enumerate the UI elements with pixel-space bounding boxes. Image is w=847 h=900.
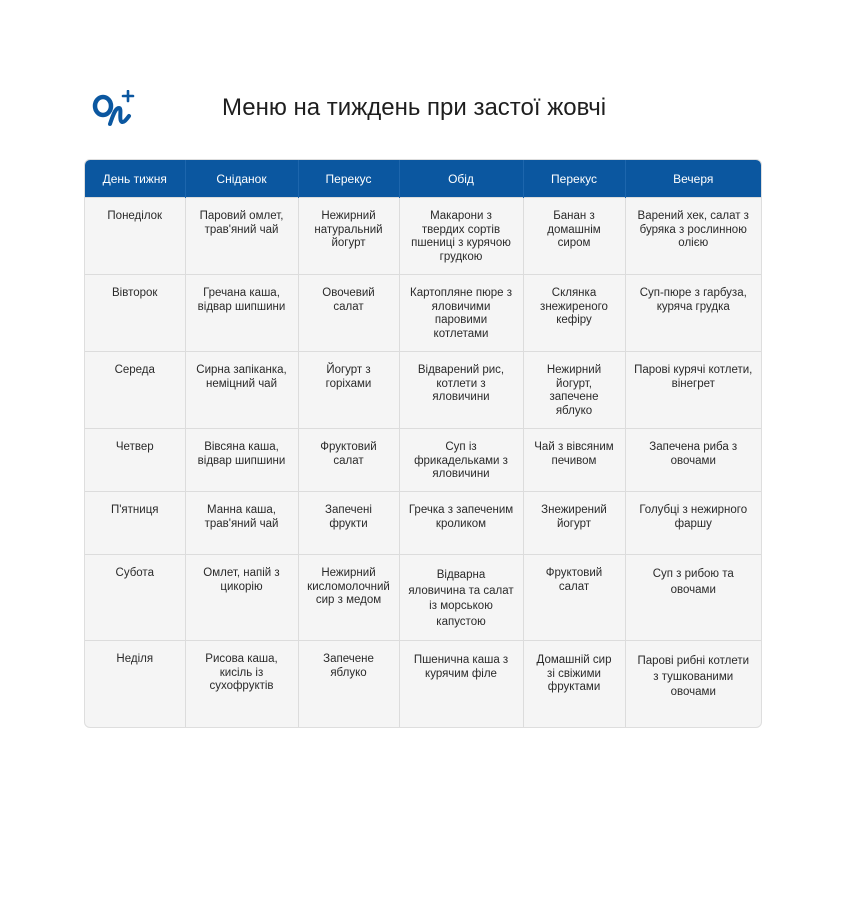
dinner-cell: Суп з рибою та овочами [625, 555, 761, 641]
breakfast-cell: Рисова каша, кисіль із сухофруктів [185, 641, 298, 727]
column-header-day: День тижня [85, 160, 185, 198]
dinner-cell: Парові курячі котлети, вінегрет [625, 352, 761, 429]
page-title: Меню на тиждень при застої жовчі [222, 94, 607, 121]
dinner-cell: Парові рибні котлети з тушкованими овочами [625, 641, 761, 727]
table-row [85, 275, 761, 352]
dinner-cell: Голубці з нежирного фаршу [625, 492, 761, 555]
table-header-row [85, 160, 761, 198]
breakfast-cell: Гречана каша, відвар шипшини [185, 275, 298, 352]
on-plus-logo-icon [92, 90, 136, 130]
breakfast-cell: Паровий омлет, трав'яний чай [185, 198, 298, 275]
column-header-dinner: Вечеря [625, 160, 761, 198]
column-header-lunch: Обід [399, 160, 523, 198]
table-row [85, 492, 761, 555]
day-cell: Понеділок [85, 198, 185, 275]
column-header-snack2: Перекус [523, 160, 625, 198]
snack2-cell: Фруктовий салат [523, 555, 625, 641]
table-row [85, 198, 761, 275]
lunch-cell: Гречка з запеченим кроликом [399, 492, 523, 555]
snack2-cell: Склянка знежиреного кефіру [523, 275, 625, 352]
dinner-cell: Запечена риба з овочами [625, 429, 761, 492]
snack1-cell: Запечене яблуко [298, 641, 399, 727]
snack1-cell: Овочевий салат [298, 275, 399, 352]
breakfast-cell: Вівсяна каша, відвар шипшини [185, 429, 298, 492]
day-cell: Четвер [85, 429, 185, 492]
snack1-cell: Нежирний кисломолочний сир з медом [298, 555, 399, 641]
snack1-cell: Запечені фрукти [298, 492, 399, 555]
day-cell: Вівторок [85, 275, 185, 352]
lunch-cell: Пшенична каша з курячим філе [399, 641, 523, 727]
snack2-cell: Знежирений йогурт [523, 492, 625, 555]
snack2-cell: Домашній сир зі свіжими фруктами [523, 641, 625, 727]
dinner-cell: Суп-пюре з гарбуза, куряча грудка [625, 275, 761, 352]
lunch-cell: Картопляне пюре з яловичими паровими котлетами [399, 275, 523, 352]
weekly-menu-table [84, 159, 762, 728]
breakfast-cell: Манна каша, трав'яний чай [185, 492, 298, 555]
lunch-cell: Відварений рис, котлети з яловичини [399, 352, 523, 429]
snack1-cell: Нежирний натуральний йогурт [298, 198, 399, 275]
lunch-cell: Суп із фрикадельками з яловичини [399, 429, 523, 492]
table-row [85, 641, 761, 727]
snack2-cell: Банан з домашнім сиром [523, 198, 625, 275]
column-header-breakfast: Сніданок [185, 160, 298, 198]
day-cell: Субота [85, 555, 185, 641]
snack1-cell: Йогурт з горіхами [298, 352, 399, 429]
table-row [85, 429, 761, 492]
breakfast-cell: Омлет, напій з цикорію [185, 555, 298, 641]
table-row [85, 555, 761, 641]
snack2-cell: Нежирний йогурт, запечене яблуко [523, 352, 625, 429]
snack2-cell: Чай з вівсяним печивом [523, 429, 625, 492]
day-cell: Середа [85, 352, 185, 429]
table-row [85, 352, 761, 429]
lunch-cell: Макарони з твердих сортів пшениці з курячою грудкою [399, 198, 523, 275]
snack1-cell: Фруктовий салат [298, 429, 399, 492]
column-header-snack1: Перекус [298, 160, 399, 198]
lunch-cell: Відварна яловичина та салат із морською капустою [399, 555, 523, 641]
day-cell: П'ятниця [85, 492, 185, 555]
breakfast-cell: Сирна запіканка, неміцний чай [185, 352, 298, 429]
dinner-cell: Варений хек, салат з буряка з рослинною олією [625, 198, 761, 275]
day-cell: Неділя [85, 641, 185, 727]
